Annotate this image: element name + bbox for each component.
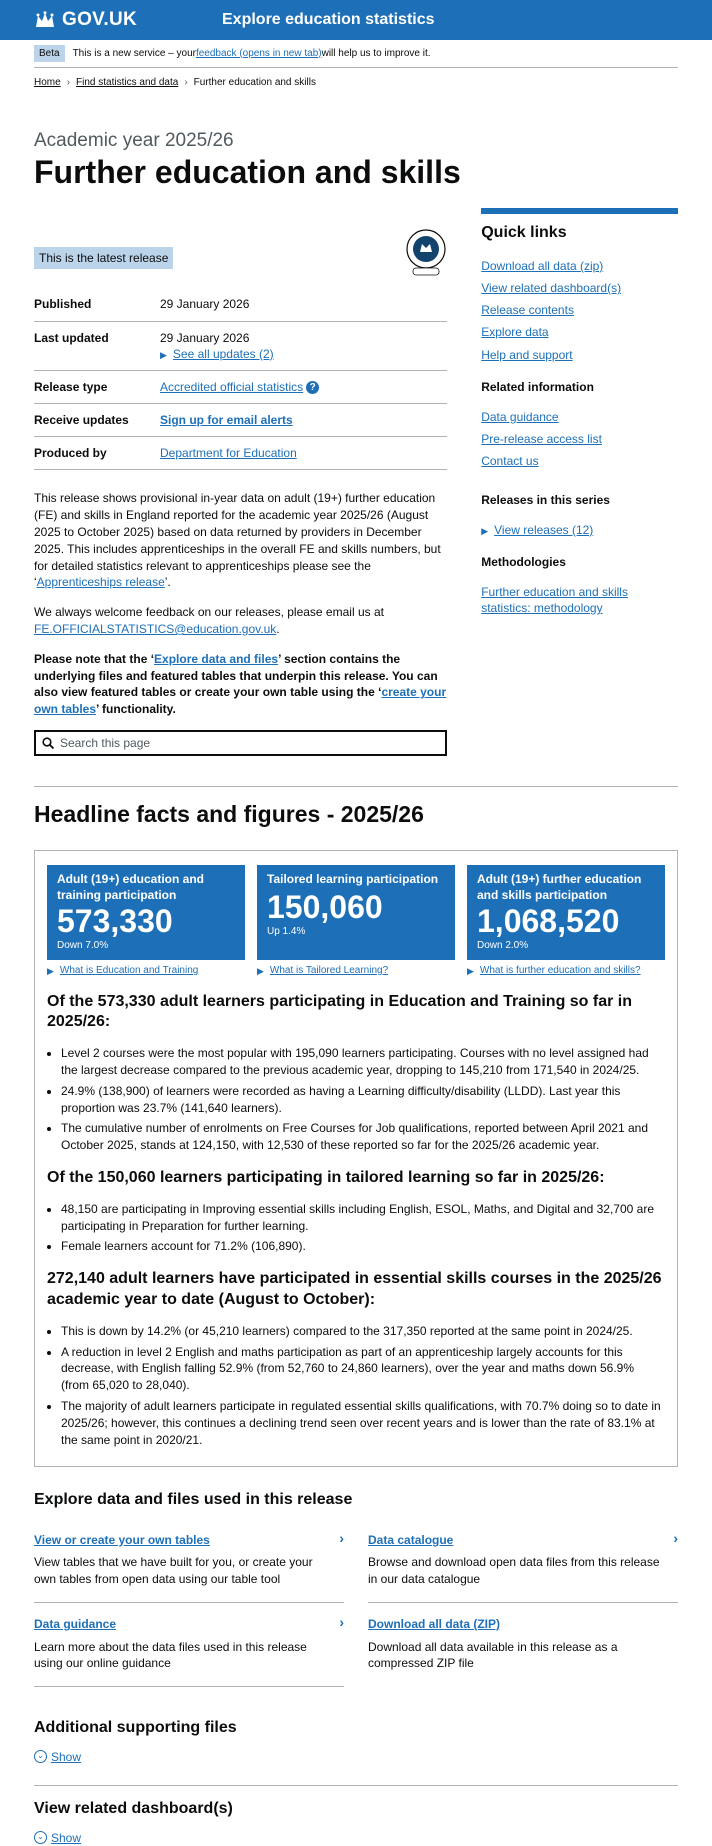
apprenticeships-release-link[interactable]: Apprenticeships release: [36, 575, 165, 590]
series-title: Releases in this series: [481, 492, 610, 507]
triangle-right-icon: ▶: [47, 965, 54, 976]
beta-text-after: will help us to improve it.: [321, 47, 431, 59]
quick-link-contents[interactable]: Release contents: [481, 303, 574, 318]
phase-banner: [34, 40, 678, 68]
intro-text: .: [276, 622, 280, 637]
updated-label: Last updated: [34, 330, 109, 345]
email-link[interactable]: FE.OFFICIALSTATISTICS@education.gov.uk: [34, 622, 277, 637]
list-item: • The cumulative number of enrolments on Free Courses for Job qualifications, reported between April 2021 and October 2025, stands at 124,150, with 12,530 of these reported so far for the 2025/26 academic year.: [61, 1120, 665, 1154]
type-label: Release type: [34, 379, 108, 394]
triangle-right-icon: ▶: [467, 965, 474, 976]
explore-card-desc: View tables that we have built for you, or create your own tables from open data using our table tool: [34, 1555, 313, 1587]
additional-files-show-button[interactable]: [34, 1749, 678, 1765]
search-input[interactable]: [34, 730, 447, 756]
tile-title: Adult (19+) education and training participation: [57, 872, 205, 903]
tile-education-training: [47, 865, 245, 978]
breadcrumb-home[interactable]: Home: [34, 77, 61, 88]
tile-details-link[interactable]: What is further education and skills?: [479, 965, 641, 977]
chevron-right-icon: ›: [673, 1529, 678, 1546]
chevron-right-icon: ›: [339, 1529, 344, 1546]
tile-value: 150,060: [267, 889, 383, 926]
summary-row-updated: [34, 322, 447, 371]
service-name[interactable]: Explore education statistics: [222, 11, 435, 29]
release-type-link[interactable]: Accredited official statistics: [160, 379, 304, 394]
facts-group-heading: 272,140 adult learners have participated in essential skills courses in the 2025/26 academic year to date (August to October):: [47, 1270, 662, 1308]
published-value: 29 January 2026: [160, 297, 250, 312]
methodology-link[interactable]: Further education and skills statistics: methodology: [481, 585, 628, 616]
explore-cards: [34, 1523, 678, 1691]
chevron-right-icon: ›: [184, 77, 188, 88]
list-item: • 24.9% (138,900) of learners were recorded as having a Learning difficulty/disability (LLDD). Last year this proportion was 23.7% (141,640 learners).: [61, 1083, 665, 1117]
show-link[interactable]: Show: [51, 1830, 82, 1845]
beta-text-before: This is a new service – your: [72, 47, 196, 59]
related-info-title: Related information: [481, 379, 594, 394]
triangle-right-icon: ▶: [481, 525, 489, 536]
tile-fe-skills: [467, 865, 665, 978]
breadcrumb-find-statistics[interactable]: Find statistics and data: [76, 77, 179, 88]
triangle-right-icon: ▶: [257, 965, 264, 976]
explore-card-desc: Download all data available in this release as a compressed ZIP file: [368, 1639, 618, 1671]
explore-card-title[interactable]: Data guidance: [34, 1617, 117, 1632]
explore-card-catalogue[interactable]: [368, 1523, 678, 1603]
list-item: • This is down by 14.2% (or 45,210 learners) compared to the 317,350 reported at the same point in 2024/25.: [61, 1323, 665, 1340]
additional-files-title: Additional supporting files: [34, 1719, 237, 1737]
related-pre-release[interactable]: Pre-release access list: [481, 432, 602, 447]
tile-change: Down 7.0%: [57, 940, 109, 952]
show-link[interactable]: Show: [51, 1749, 82, 1764]
tile-details-toggle[interactable]: [467, 964, 665, 978]
tile-title: Adult (19+) further education and skills participation: [477, 872, 642, 903]
quick-link-download[interactable]: Download all data (zip): [481, 258, 604, 273]
tile-value: 573,330: [57, 903, 173, 940]
view-releases-link[interactable]: View releases (12): [494, 522, 594, 537]
help-icon[interactable]: ?: [306, 381, 319, 394]
see-all-updates-link[interactable]: See all updates (2): [172, 346, 274, 361]
latest-release-tag: This is the latest release: [34, 247, 173, 269]
tile-details-link[interactable]: What is Tailored Learning?: [269, 965, 389, 977]
crown-icon: [34, 11, 56, 29]
summary-row-receive: [34, 404, 447, 437]
explore-card-download[interactable]: [368, 1607, 678, 1687]
list-item: • The majority of adult learners participate in regulated essential skills qualifications, with 70.7% doing so to date in 2025/26; however, this continues a declining trend seen over recent years and is lower than the rate of 83.1% at the same point in 2020/21.: [61, 1398, 665, 1448]
search-placeholder: Search this page: [60, 735, 151, 750]
tile-tailored-learning: [257, 865, 455, 978]
intro-text: Please note that the ‘: [34, 651, 155, 666]
explore-card-title[interactable]: View or create your own tables: [34, 1532, 210, 1547]
intro-text: We always welcome feedback on our releases, please email us at: [34, 605, 384, 620]
list-item: • 48,150 are participating in Improving essential skills including English, ESOL, Maths, and Digital and 32,700 are participating in Preparation for further learning.: [61, 1201, 665, 1235]
tile-change: Down 2.0%: [477, 940, 529, 952]
explore-card-title[interactable]: Download all data (ZIP): [368, 1617, 501, 1632]
feedback-link[interactable]: feedback (opens in new tab): [195, 47, 322, 59]
beta-tag: Beta: [34, 45, 65, 63]
official-statistics-badge-icon: [405, 228, 447, 276]
facts-list: [47, 1201, 665, 1255]
create-tables-link[interactable]: create your own tables: [34, 685, 447, 717]
quick-links-sidebar: [481, 222, 678, 756]
search-icon: [42, 737, 54, 749]
headline-title: Headline facts and figures - 2025/26: [34, 801, 424, 828]
section-divider: [34, 786, 678, 787]
site-header: [0, 0, 712, 40]
tile-details-toggle[interactable]: [47, 964, 245, 978]
explore-card-guidance[interactable]: [34, 1607, 344, 1687]
produced-label: Produced by: [34, 446, 107, 461]
summary-row-produced: [34, 437, 447, 470]
explore-card-desc: Browse and download open data files from this release in our data catalogue: [368, 1555, 660, 1587]
published-label: Published: [34, 297, 92, 312]
list-item: • Level 2 courses were the most popular with 195,090 learners participating. Courses with no level assigned had the largest decrease compared to the previous academic year, dropping to 145,210 from 171,540 in 2024/25.: [61, 1045, 665, 1079]
dashboards-title: View related dashboard(s): [34, 1799, 233, 1817]
chevron-right-icon: ›: [339, 1614, 344, 1631]
explore-card-desc: Learn more about the data files used in this release using our online guidance: [34, 1639, 307, 1671]
govuk-logo[interactable]: [34, 7, 222, 33]
breadcrumb: [34, 76, 678, 90]
brand-text: GOV.UK: [62, 9, 138, 31]
intro-paragraph-3: [34, 651, 447, 718]
summary-row-published: [34, 288, 447, 321]
quick-links-title: Quick links: [481, 224, 567, 242]
related-contact[interactable]: Contact us: [481, 454, 539, 469]
list-item: • Female learners account for 71.2% (106,890).: [61, 1238, 665, 1255]
explore-section-title: Explore data and files used in this release: [34, 1491, 353, 1509]
summary-row-type: [34, 371, 447, 404]
explore-data-files-link[interactable]: Explore data and files: [154, 651, 279, 666]
tile-details-link[interactable]: What is Education and Training: [59, 965, 199, 977]
intro-text: ’ section contains the underlying files and featured tables that underpin this release. You can also view featured tables or create your own table using the ‘: [34, 651, 438, 700]
section-divider: [34, 1785, 678, 1786]
quick-link-explore[interactable]: Explore data: [481, 325, 549, 340]
quick-link-dashboards[interactable]: View related dashboard(s): [481, 281, 622, 296]
intro-text: ’.: [164, 575, 171, 590]
breadcrumb-current: Further education and skills: [193, 77, 316, 88]
tile-title: Tailored learning participation: [267, 872, 439, 887]
facts-group-heading: Of the 573,330 adult learners participating in Education and Training so far in 2025/26:: [47, 992, 633, 1031]
intro-paragraph-2: [34, 604, 447, 638]
related-data-guidance[interactable]: Data guidance: [481, 410, 559, 425]
triangle-right-icon: ▶: [160, 349, 167, 360]
quick-link-help[interactable]: Help and support: [481, 347, 573, 362]
headline-facts-panel: [34, 850, 678, 1467]
page-caption: Academic year 2025/26: [34, 129, 234, 151]
intro-text: This release shows provisional in-year data on adult (19+) further education (FE) and skills in England reported for the academic year 2025/26 (August 2025 to October 2025) based on data returned by providers in December 2025. This includes apprenticeships in the overall FE and skills numbers, but for detailed statistics relevant to apprenticeships please see the ‘: [34, 491, 441, 590]
dashboards-show-button[interactable]: [34, 1830, 678, 1846]
updated-value: 29 January 2026: [160, 330, 250, 345]
email-alerts-link[interactable]: Sign up for email alerts: [160, 413, 293, 428]
explore-card-title[interactable]: Data catalogue: [368, 1532, 454, 1547]
chevron-down-icon: ⌄: [34, 1831, 47, 1844]
facts-group-heading: Of the 150,060 learners participating in tailored learning so far in 2025/26:: [47, 1168, 605, 1186]
methodologies-title: Methodologies: [481, 554, 566, 569]
tile-change: Up 1.4%: [267, 926, 306, 938]
facts-list: [47, 1323, 665, 1449]
intro-text: ’ functionality.: [96, 702, 176, 717]
tile-value: 1,068,520: [477, 903, 620, 940]
receive-label: Receive updates: [34, 413, 129, 428]
chevron-down-icon: ⌄: [34, 1750, 47, 1763]
page-title: Further education and skills: [34, 154, 461, 191]
series-toggle[interactable]: [481, 522, 678, 538]
release-summary: [34, 288, 447, 470]
main-content: [34, 222, 447, 756]
chevron-right-icon: ›: [66, 77, 71, 88]
explore-card-tables[interactable]: [34, 1523, 344, 1603]
list-item: • A reduction in level 2 English and maths participation as part of an apprenticeship largely accounts for this decrease, with English falling 52.9% (from 52,760 to 24,860 learners), over the year and maths down 56.9% (from 65,020 to 28,040).: [61, 1344, 665, 1394]
tile-details-toggle[interactable]: [257, 964, 455, 978]
facts-list: [47, 1045, 665, 1154]
intro-paragraph-1: [34, 490, 447, 591]
department-link[interactable]: Department for Education: [160, 446, 297, 461]
